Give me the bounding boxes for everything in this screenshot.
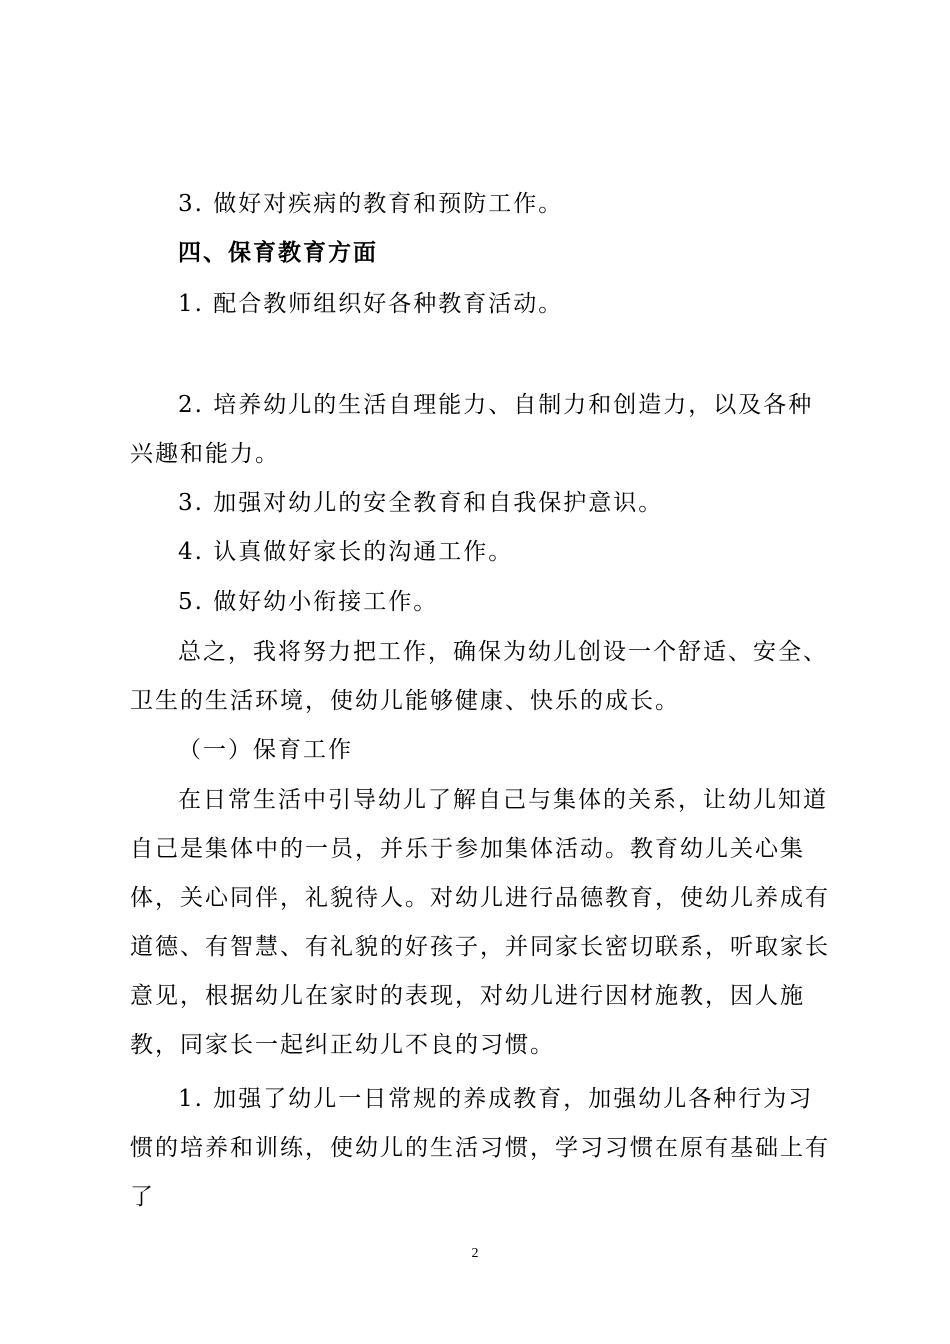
subsection-heading-care-work: （一）保育工作 bbox=[178, 737, 353, 763]
list-item-daily-routine: 1. 加强了幼儿一日常规的养成教育，加强幼儿各种行为习惯的培养和训练，使幼儿的生活习惯，学习习惯在原有基础上有了 bbox=[130, 1086, 830, 1210]
list-item-safety-education: 3. 加强对幼儿的安全教育和自我保护意识。 bbox=[178, 490, 664, 516]
summary-paragraph: 总之，我将努力把工作，确保为幼儿创设一个舒适、安全、卫生的生活环境，使幼儿能够健康、快乐的成长。 bbox=[130, 639, 828, 714]
list-item-cooperate-teacher: 1. 配合教师组织好各种教育活动。 bbox=[178, 291, 564, 317]
list-item-disease-prevention: 3. 做好对疾病的教育和预防工作。 bbox=[178, 191, 564, 217]
page-number: 2 bbox=[471, 1246, 479, 1261]
body-paragraph-collective: 在日常生活中引导幼儿了解自己与集体的关系，让幼儿知道自己是集体中的一员，并乐于参加集体活动。教育幼儿关心集体，关心同伴，礼貌待人。对幼儿进行品德教育，使幼儿养成有道德、有智慧、有礼貌的好孩子，并同家长密切联系，听取家长意见，根据幼儿在家时的表现，对幼儿进行因材施教，因人施教，同家长一起纠正幼儿不良的习惯。 bbox=[130, 787, 830, 1058]
list-item-parent-communication: 4. 认真做好家长的沟通工作。 bbox=[178, 539, 514, 565]
list-item-self-care-ability: 2. 培养幼儿的生活自理能力、自制力和创造力，以及各种兴趣和能力。 bbox=[130, 392, 814, 467]
list-item-transition-work: 5. 做好幼小衔接工作。 bbox=[178, 589, 439, 615]
section-heading-care-education: 四、保育教育方面 bbox=[178, 240, 378, 266]
